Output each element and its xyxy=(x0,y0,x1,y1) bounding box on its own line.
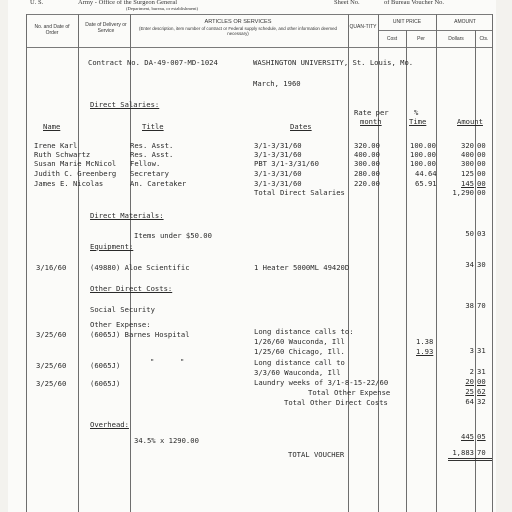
expense1-value2: 1.38 xyxy=(416,337,434,346)
expense1-cents: 31 xyxy=(477,346,486,355)
salary-time: 100.00 xyxy=(410,159,436,168)
expense1-line3: 1/25/60 Chicago, Ill. xyxy=(254,347,345,356)
col-delivery-date: Date of Delivery or Service xyxy=(85,22,127,34)
expense3-dollars: 20 xyxy=(465,377,474,386)
dates-label: Dates xyxy=(290,122,312,131)
equipment-order: (49880) Aloe Scientific xyxy=(90,263,190,272)
salary-rate: 400.00 xyxy=(354,150,380,159)
agency-prefix: U. S. xyxy=(30,0,44,6)
total-other-direct-dollars: 64 xyxy=(465,397,474,406)
expense3-order: (6065J) xyxy=(90,379,121,388)
title-label: Title xyxy=(142,122,164,131)
expense1-date: 3/25/60 xyxy=(36,330,67,339)
salary-name: Judith C. Greenberg xyxy=(34,169,117,178)
bureau-voucher-no: of Bureau Voucher No. xyxy=(384,0,445,6)
expense3-line1: Laundry weeks of 3/1-8-15-22/60 xyxy=(254,378,389,387)
rule-left xyxy=(26,14,27,512)
col-articles: ARTICLES OR SERVICES xyxy=(204,19,272,25)
salaries-total-dollars: 1,290 xyxy=(452,188,474,197)
col-unit-price: UNIT PRICE xyxy=(392,19,422,25)
expense2-dollars: 2 xyxy=(469,367,474,376)
col-quantity: QUAN-TITY xyxy=(349,24,377,30)
expense1-line2: 1/26/60 Wauconda, Ill xyxy=(254,337,345,346)
equipment-dollars: 34 xyxy=(465,260,474,269)
ditto-mark: " xyxy=(180,357,185,366)
salary-cents: 00 xyxy=(477,169,486,178)
salary-rate: 220.00 xyxy=(354,179,380,188)
social-dollars: 38 xyxy=(465,301,474,310)
total-other-direct-cents: 32 xyxy=(477,397,486,406)
time-label: % xyxy=(414,108,419,117)
salary-dates: 3/1-3/31/60 xyxy=(254,179,302,188)
salary-cents: 00 xyxy=(477,159,486,168)
salary-name: Susan Marie McNicol xyxy=(34,159,117,168)
salary-dollars: 400 xyxy=(461,150,474,159)
amount-label: Amount xyxy=(457,117,483,126)
total-other-expense-cents: 62 xyxy=(477,387,486,396)
salary-time: 100.00 xyxy=(410,150,436,159)
contract-number: Contract No. DA-49-007-MD-1024 xyxy=(88,58,218,67)
agency-name: Army - Office of the Surgeon General xyxy=(78,0,178,6)
salary-title: Res. Asst. xyxy=(130,141,174,150)
salary-time: 65.91 xyxy=(415,179,437,188)
salary-title: Res. Asst. xyxy=(130,150,174,159)
other-heading: Other Direct Costs: xyxy=(90,284,173,293)
rate-label: Rate per xyxy=(354,108,389,117)
rate-label-2: month xyxy=(360,117,382,126)
ditto-mark: " xyxy=(150,357,155,366)
col-dollars: Dollars xyxy=(448,36,464,42)
salary-title: Secretary xyxy=(130,169,169,178)
materials-heading: Direct Materials: xyxy=(90,211,164,220)
overhead-dollars: 445 xyxy=(461,432,474,441)
salary-dates: 3/1-3/31/60 xyxy=(254,141,302,150)
salary-dollars: 125 xyxy=(461,169,474,178)
rule-per xyxy=(436,14,437,512)
overhead-cents: 05 xyxy=(477,432,486,441)
salary-name: Irene Karl xyxy=(34,141,78,150)
salary-time: 44.64 xyxy=(415,169,437,178)
total-double-rule xyxy=(448,460,492,461)
header-bottom-rule xyxy=(26,47,492,48)
materials-cents: 03 xyxy=(477,229,486,238)
total-voucher-label: TOTAL VOUCHER xyxy=(288,450,345,459)
contract-date: March, 1960 xyxy=(253,79,301,88)
agency-sub: (Department, bureau, or establishment) xyxy=(126,6,199,11)
salary-dollars: 145 xyxy=(461,179,474,188)
rule-right xyxy=(492,14,493,512)
total-voucher-cents: 70 xyxy=(477,448,486,457)
salary-cents: 00 xyxy=(477,141,486,150)
unit-price-rule xyxy=(378,30,436,31)
header-top-rule xyxy=(26,14,492,15)
amount-rule xyxy=(436,30,492,31)
salaries-total-label: Total Direct Salaries xyxy=(254,188,345,197)
overhead-heading: Overhead: xyxy=(90,420,129,429)
expense3-cents: 00 xyxy=(477,377,486,386)
expense1-line1: Long distance calls to: xyxy=(254,327,354,336)
salary-title: An. Caretaker xyxy=(130,179,187,188)
total-voucher-dollars: 1,883 xyxy=(452,448,474,457)
salary-time: 100.00 xyxy=(410,141,436,150)
total-double-rule xyxy=(448,458,492,459)
overhead-calc: 34.5% x 1290.00 xyxy=(134,436,199,445)
time-label-2: Time xyxy=(409,117,427,126)
salary-dates: 3/1-3/31/60 xyxy=(254,150,302,159)
salary-dollars: 320 xyxy=(461,141,474,150)
rule-dollars xyxy=(475,30,476,512)
total-other-expense-dollars: 25 xyxy=(465,387,474,396)
name-label: Name xyxy=(43,122,61,131)
col-cents: Cts. xyxy=(479,36,489,42)
col-order-date: No. and Date of Order xyxy=(34,24,70,36)
salaries-total-cents: 00 xyxy=(477,188,486,197)
col-cost: Cost xyxy=(386,36,398,42)
salary-dollars: 300 xyxy=(461,159,474,168)
social-security: Social Security xyxy=(90,305,155,314)
social-cents: 70 xyxy=(477,301,486,310)
expense1-dollars: 3 xyxy=(469,346,474,355)
equipment-heading: Equipment: xyxy=(90,242,134,251)
expense2-cents: 31 xyxy=(477,367,486,376)
col-amount: AMOUNT xyxy=(454,19,476,25)
salary-cents: 00 xyxy=(477,150,486,159)
contract-university: WASHINGTON UNIVERSITY, St. Louis, Mo. xyxy=(253,58,414,67)
total-other-expense-label: Total Other Expense xyxy=(308,388,391,397)
rule-order xyxy=(78,14,79,512)
expense1-value3: 1.93 xyxy=(416,347,434,356)
equipment-date: 3/16/60 xyxy=(36,263,67,272)
materials-item: Items under $50.00 xyxy=(134,231,212,240)
col-per: Per xyxy=(417,36,425,42)
expense2-order: (6065J) xyxy=(90,361,121,370)
total-other-direct-label: Total Other Direct Costs xyxy=(284,398,388,407)
equipment-cents: 30 xyxy=(477,260,486,269)
expense1-order: (6065J) Barnes Hospital xyxy=(90,330,190,339)
expense2-line2: 3/3/60 Wauconda, Ill xyxy=(254,368,341,377)
salary-name: James E. Nicolas xyxy=(34,179,104,188)
salary-dates: PBT 3/1-3/31/60 xyxy=(254,159,319,168)
expense3-date: 3/25/60 xyxy=(36,379,67,388)
salary-name: Ruth Schwartz xyxy=(34,150,91,159)
rule-cost xyxy=(406,30,407,512)
salary-rate: 280.00 xyxy=(354,169,380,178)
voucher-page xyxy=(8,0,496,512)
expense2-line1: Long distance call to xyxy=(254,358,345,367)
salary-cents: 00 xyxy=(477,179,486,188)
salaries-heading: Direct Salaries: xyxy=(90,100,160,109)
equipment-item: 1 Heater 5000ML 49420D xyxy=(254,263,350,272)
materials-dollars: 50 xyxy=(465,229,474,238)
other-expense-label: Other Expense: xyxy=(90,320,151,329)
salary-title: Fellow. xyxy=(130,159,161,168)
expense2-date: 3/25/60 xyxy=(36,361,67,370)
salary-rate: 320.00 xyxy=(354,141,380,150)
sheet-no: Sheet No. xyxy=(334,0,360,6)
col-articles-sub: (Enter description, item number of contract or Federal supply schedule, and other information deemed necessary) xyxy=(139,26,337,36)
salary-rate: 300.00 xyxy=(354,159,380,168)
rule-quantity xyxy=(378,14,379,512)
salary-dates: 3/1-3/31/60 xyxy=(254,169,302,178)
